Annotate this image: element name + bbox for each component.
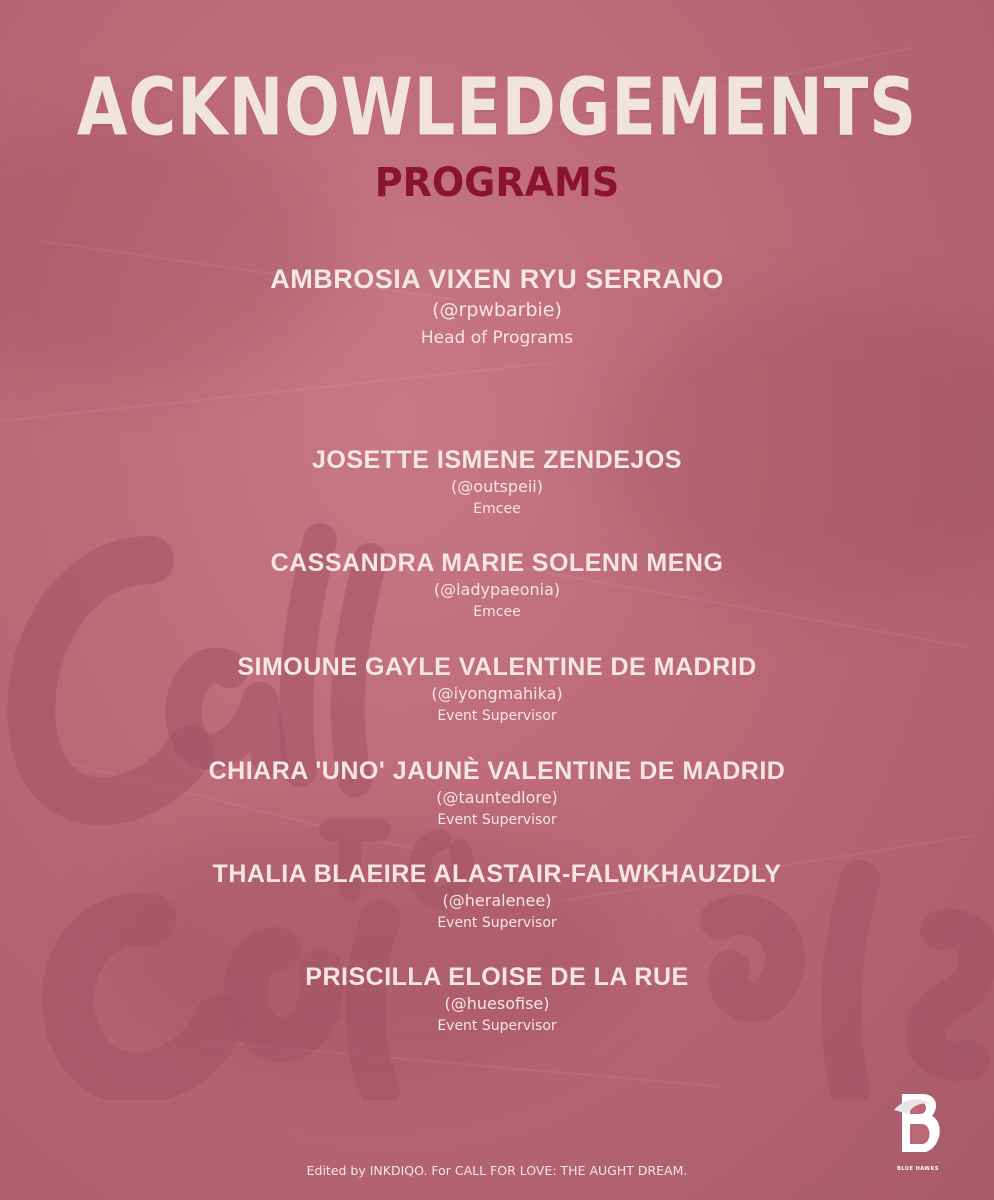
credit-item (0, 548, 994, 622)
credit-name: JOSETTE ISMENE ZENDEJOS (312, 446, 682, 474)
credit-item (0, 652, 994, 726)
blue-hawks-b-logo-icon (890, 1088, 946, 1168)
credit-role: Head of Programs (420, 328, 574, 348)
credit-name: CASSANDRA MARIE SOLENN MENG (270, 549, 724, 577)
credit-handle: (@iyongmahika) (431, 684, 563, 703)
credit-handle: (@ladypaeonia) (433, 580, 561, 599)
logo-text: BLUE HAWKS (897, 1166, 939, 1172)
credit-handle: (@outspeii) (451, 477, 543, 496)
credit-item (0, 756, 994, 830)
credit-name: CHIARA 'UNO' JAUNÈ VALENTINE DE MADRID (208, 757, 786, 785)
credit-handle: (@huesofise) (444, 994, 550, 1013)
credit-role: Emcee (473, 501, 521, 517)
footer-credit: Edited by INKDIQO. For CALL FOR LOVE: THE AUGHT DREAM. (306, 1163, 688, 1178)
credit-handle: (@rpwbarbie) (432, 299, 562, 321)
credit-role: Event Supervisor (437, 915, 557, 931)
credit-name: AMBROSIA VIXEN RYU SERRANO (270, 264, 724, 294)
credit-item (0, 859, 994, 933)
credit-handle: (@tauntedlore) (436, 788, 558, 807)
credit-item (0, 445, 994, 519)
credit-name: THALIA BLAEIRE ALASTAIR-FALWKHAUZDLY (212, 860, 782, 888)
credit-name: PRISCILLA ELOISE DE LA RUE (305, 963, 689, 991)
credit-role: Event Supervisor (437, 1018, 557, 1034)
credit-head-of-programs (0, 262, 994, 352)
credit-role: Event Supervisor (437, 708, 557, 724)
credit-role: Emcee (473, 604, 521, 620)
credit-role: Event Supervisor (437, 812, 557, 828)
credit-handle: (@heralenee) (442, 891, 552, 910)
credit-item (0, 962, 994, 1036)
section-title: PROGRAMS (374, 160, 620, 206)
page-title: ACKNOWLEDGEMENTS (76, 59, 918, 154)
credit-name: SIMOUNE GAYLE VALENTINE DE MADRID (237, 653, 757, 681)
